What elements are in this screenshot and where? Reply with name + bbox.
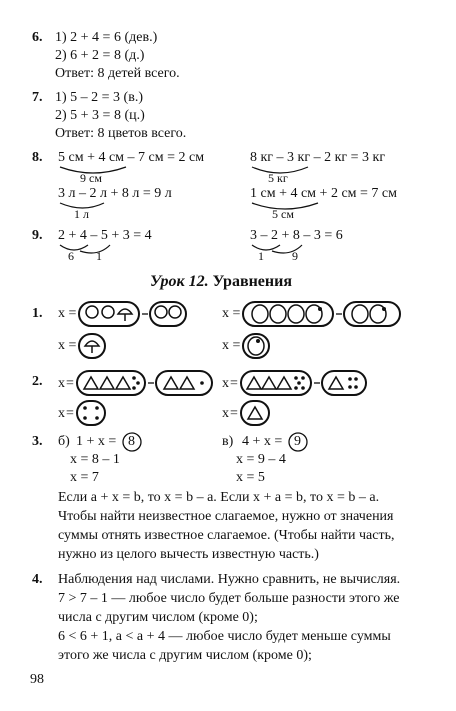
eq-1-left-x-2: x = bbox=[58, 338, 77, 353]
problem-6-line-2: 2) 6 + 2 = 8 (д.) bbox=[55, 48, 145, 63]
eq-3-b-circle-value: 9 bbox=[294, 434, 301, 449]
eq-3-a-step-2: x = 7 bbox=[70, 470, 99, 485]
problem-6-number: 6. bbox=[32, 30, 43, 45]
problem-9-note-a2: 1 bbox=[96, 249, 102, 263]
eq-3-b-step-2: x = 5 bbox=[236, 470, 265, 485]
eq-2-left-eq-2: = bbox=[66, 406, 74, 421]
problem-4-line-3: числа с другим числом (кроме 0); bbox=[58, 610, 258, 625]
rule-line-2: Чтобы найти неизвестное слагаемое, нужно от значения bbox=[58, 509, 394, 524]
problem-4-line-5: этого же числа с другим числом (кроме 0); bbox=[58, 648, 312, 663]
problem-9-note-a1: 6 bbox=[68, 249, 74, 263]
eq-1-left-answer bbox=[78, 333, 106, 359]
eq-2-left-x-2: x bbox=[58, 406, 65, 421]
problem-7-answer: Ответ: 8 цветов всего. bbox=[55, 126, 187, 141]
problem-8-note-c: 5 кг bbox=[268, 171, 288, 185]
eq-2-right-x-2: x bbox=[222, 406, 229, 421]
problem-8-note-d: 5 см bbox=[272, 207, 294, 221]
eq-3-a-circle-value: 8 bbox=[128, 434, 135, 449]
eq-3-b-step-1: x = 9 – 4 bbox=[236, 452, 286, 467]
eq-1-number: 1. bbox=[32, 306, 43, 321]
problem-4-line-2: 7 > 7 – 1 — любое число будет больше разности этого же bbox=[58, 591, 400, 606]
eq-3-b-label: в) bbox=[222, 434, 234, 449]
problem-9-note-b1: 1 bbox=[258, 249, 264, 263]
lesson-number: Урок 12. bbox=[150, 273, 209, 290]
eq-3-a-step-1: x = 8 – 1 bbox=[70, 452, 120, 467]
rule-line-1: Если a + x = b, то x = b – a. Если x + a = b, то x = b – a. bbox=[58, 490, 380, 505]
eq-1-left-figure bbox=[78, 301, 188, 327]
eq-2-left-x: x bbox=[58, 376, 65, 391]
problem-4-number: 4. bbox=[32, 572, 43, 587]
problem-4-line-1: Наблюдения над числами. Нужно сравнить, не вычисляя. bbox=[58, 572, 401, 587]
problem-8-expr-c: 8 кг – 3 кг – 2 кг = 3 кг bbox=[250, 150, 386, 165]
eq-1-right-answer bbox=[242, 333, 270, 359]
eq-1-right-figure bbox=[242, 301, 402, 327]
eq-2-left-eq: = bbox=[66, 376, 74, 391]
lesson-title bbox=[150, 274, 292, 290]
problem-6-answer: Ответ: 8 детей всего. bbox=[55, 66, 180, 81]
lesson-topic: Уравнения bbox=[212, 273, 292, 290]
eq-3-b-expr: 4 + x = bbox=[242, 434, 283, 449]
eq-2-left-answer bbox=[76, 400, 106, 426]
problem-8-expr-d: 1 см + 4 см + 2 см = 7 см bbox=[250, 186, 397, 201]
problem-6-line-1: 1) 2 + 4 = 6 (дев.) bbox=[55, 30, 158, 45]
problem-8-expr-a: 5 см + 4 см – 7 см = 2 см bbox=[58, 150, 205, 165]
eq-2-left-figure bbox=[76, 370, 216, 396]
eq-3-number: 3. bbox=[32, 434, 43, 449]
problem-9-expr-b: 3 – 2 + 8 – 3 = 6 bbox=[250, 228, 343, 243]
eq-3-a-label: б) bbox=[58, 434, 70, 449]
eq-2-right-x: x bbox=[222, 376, 229, 391]
problem-4-line-4: 6 < 6 + 1, a < a + 4 — любое число будет меньше суммы bbox=[58, 629, 391, 644]
problem-7-line-1: 1) 5 – 2 = 3 (в.) bbox=[55, 90, 143, 105]
eq-2-right-figure bbox=[240, 370, 370, 396]
problem-8-expr-b: 3 л – 2 л + 8 л = 9 л bbox=[58, 186, 172, 201]
problem-7-line-2: 2) 5 + 3 = 8 (ц.) bbox=[55, 108, 145, 123]
eq-2-right-answer bbox=[240, 400, 270, 426]
eq-2-right-eq-2: = bbox=[230, 406, 238, 421]
eq-1-right-x: x = bbox=[222, 306, 241, 321]
rule-line-3: суммы отнять известное слагаемое. (Чтобы найти часть, bbox=[58, 528, 395, 543]
problem-7-number: 7. bbox=[32, 90, 43, 105]
eq-3-a-expr: 1 + x = bbox=[76, 434, 117, 449]
problem-9-number: 9. bbox=[32, 228, 43, 243]
eq-1-right-x-2: x = bbox=[222, 338, 241, 353]
problem-9-expr-a: 2 + 4 – 5 + 3 = 4 bbox=[58, 228, 152, 243]
eq-2-right-eq: = bbox=[230, 376, 238, 391]
problem-9-arcs-a bbox=[58, 243, 118, 257]
problem-8-note-b: 1 л bbox=[74, 207, 89, 221]
page-number: 98 bbox=[30, 672, 44, 687]
problem-8-number: 8. bbox=[32, 150, 43, 165]
problem-8-note-a: 9 см bbox=[80, 171, 102, 185]
eq-1-left-x: x = bbox=[58, 306, 77, 321]
rule-line-4: нужно из целого вычесть известную часть.) bbox=[58, 547, 319, 562]
eq-2-number: 2. bbox=[32, 374, 43, 389]
problem-9-note-b2: 9 bbox=[292, 249, 298, 263]
